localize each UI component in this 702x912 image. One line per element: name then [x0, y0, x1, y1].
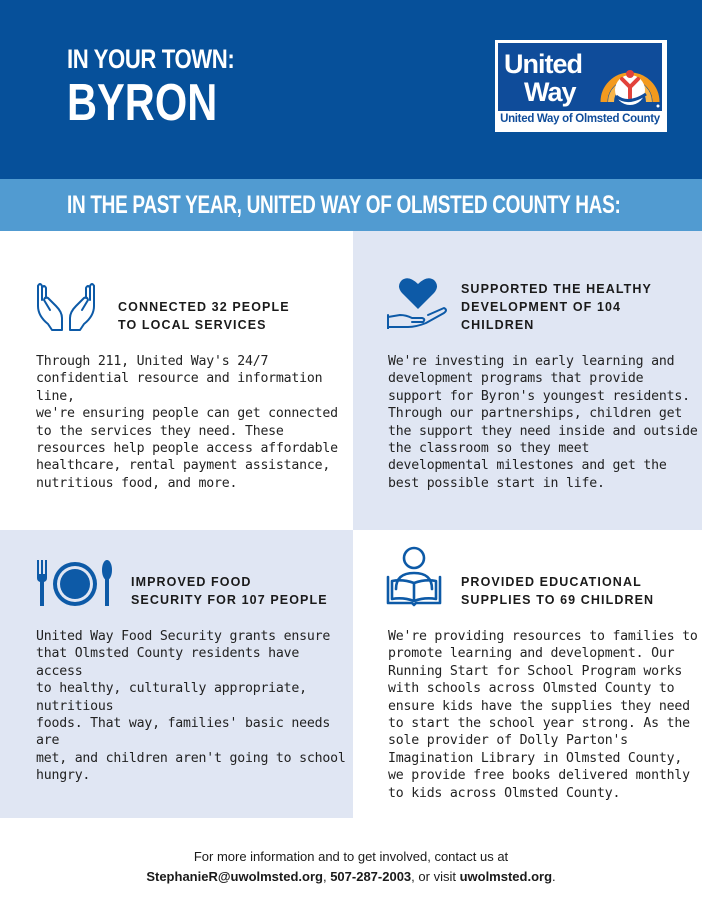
body-line: We're providing resources to families to	[388, 629, 698, 644]
stat-body-healthy-development	[388, 353, 698, 492]
stat-card-healthy-development	[353, 231, 702, 530]
stat-card-food-security	[0, 530, 353, 818]
stat-title-line: SECURITY FOR 107 PEOPLE	[131, 593, 328, 607]
body-line: sole provider of Dolly Parton's	[388, 733, 628, 749]
body-line: to healthy, culturally appropriate, nutritious	[36, 681, 307, 714]
stat-body-educational-supplies	[388, 628, 698, 802]
stat-title-line: CONNECTED 32 PEOPLE	[118, 300, 290, 314]
body-line: hungry.	[36, 768, 91, 784]
stat-title-food-security	[131, 573, 328, 609]
stat-title-line: CHILDREN	[461, 318, 535, 332]
united-way-logo[interactable]	[495, 40, 667, 132]
body-line: the classroom so they meet	[388, 441, 590, 457]
header-band	[0, 0, 702, 179]
stat-title-line: DEVELOPMENT OF 104	[461, 300, 622, 314]
logo-word-way: Way	[524, 77, 576, 107]
united-way-emblem-icon	[598, 46, 662, 110]
banner-heading: IN THE PAST YEAR, UNITED WAY OF OLMSTED COUNTY HAS:	[67, 191, 621, 219]
helping-hands-icon	[34, 280, 98, 332]
body-line: that Olmsted County residents have access	[36, 646, 300, 679]
stat-title-line: IMPROVED FOOD	[131, 575, 252, 589]
body-line: we provide free books delivered monthly	[388, 768, 690, 784]
logo-subtitle: United Way of Olmsted County	[500, 113, 660, 125]
body-line: resources help people access affordable	[36, 441, 338, 457]
footer-visit-text: , or visit	[411, 869, 460, 884]
body-line: best possible start in life.	[388, 475, 605, 491]
footer-email-link[interactable]: StephanieR@uwolmsted.org	[146, 869, 323, 884]
body-line: development programs that provide	[388, 371, 644, 387]
footer-website-link[interactable]: uwolmsted.org	[459, 869, 553, 884]
body-line: healthcare, rental payment assistance,	[36, 458, 331, 474]
footer-separator: ,	[322, 869, 331, 884]
body-line: ensure kids have the supplies they need	[388, 698, 690, 714]
town-label: IN YOUR TOWN:	[67, 44, 235, 74]
stat-title-line: PROVIDED EDUCATIONAL	[461, 575, 642, 589]
logo-blue-panel	[498, 43, 662, 111]
body-line: the support they need inside and outside	[388, 423, 698, 439]
footer-period: .	[552, 869, 556, 884]
person-reading-icon	[386, 545, 442, 607]
stat-title-services	[118, 298, 290, 334]
heart-in-hand-icon	[386, 275, 450, 329]
body-line: Through our partnerships, children get	[388, 406, 683, 422]
section-banner	[0, 179, 702, 231]
stat-title-line: TO LOCAL SERVICES	[118, 318, 267, 332]
stat-title-educational-supplies	[461, 573, 654, 609]
body-line: to kids across Olmsted County.	[388, 785, 621, 801]
body-line: promote learning and development. Our	[388, 646, 675, 662]
footer-phone-link[interactable]: 507-287-2003	[330, 869, 412, 884]
body-line: met, and children aren't going to school	[36, 750, 346, 766]
town-name: BYRON	[67, 74, 218, 132]
stat-title-line: SUPPORTED THE HEALTHY	[461, 282, 652, 296]
stat-card-services	[0, 231, 353, 530]
body-line: we're ensuring people can get connected	[36, 406, 338, 422]
body-line: foods. That way, families' basic needs are	[36, 716, 331, 749]
body-line: Imagination Library in Olmsted County,	[388, 750, 683, 766]
body-line: We're investing in early learning and	[388, 354, 675, 369]
body-line: United Way Food Security grants ensure	[36, 629, 331, 644]
body-line: nutritious food, and more.	[36, 475, 238, 491]
body-line: to start the school year strong. As the	[388, 716, 690, 732]
stat-title-line: SUPPLIES TO 69 CHILDREN	[461, 593, 655, 607]
body-line: to the services they need. These	[36, 423, 284, 439]
body-line: Through 211, United Way's 24/7	[36, 354, 269, 369]
stat-body-services	[36, 353, 353, 492]
logo-word-united: United	[504, 49, 582, 79]
stat-body-food-security	[36, 628, 353, 785]
body-line: Running Start for School Program works	[388, 663, 683, 679]
body-line: with schools across Olmsted County to	[388, 681, 675, 697]
plate-fork-spoon-icon	[35, 558, 115, 608]
footer-contact-intro: For more information and to get involved, contact us at	[193, 849, 509, 864]
footer-contact-details	[0, 869, 702, 884]
body-line: support for Byron's youngest residents.	[388, 388, 690, 404]
stat-card-educational-supplies	[353, 530, 702, 818]
body-line: confidential resource and information line,	[36, 371, 323, 404]
body-line: developmental milestones and get the	[388, 458, 667, 474]
stat-title-healthy-development	[461, 280, 652, 334]
